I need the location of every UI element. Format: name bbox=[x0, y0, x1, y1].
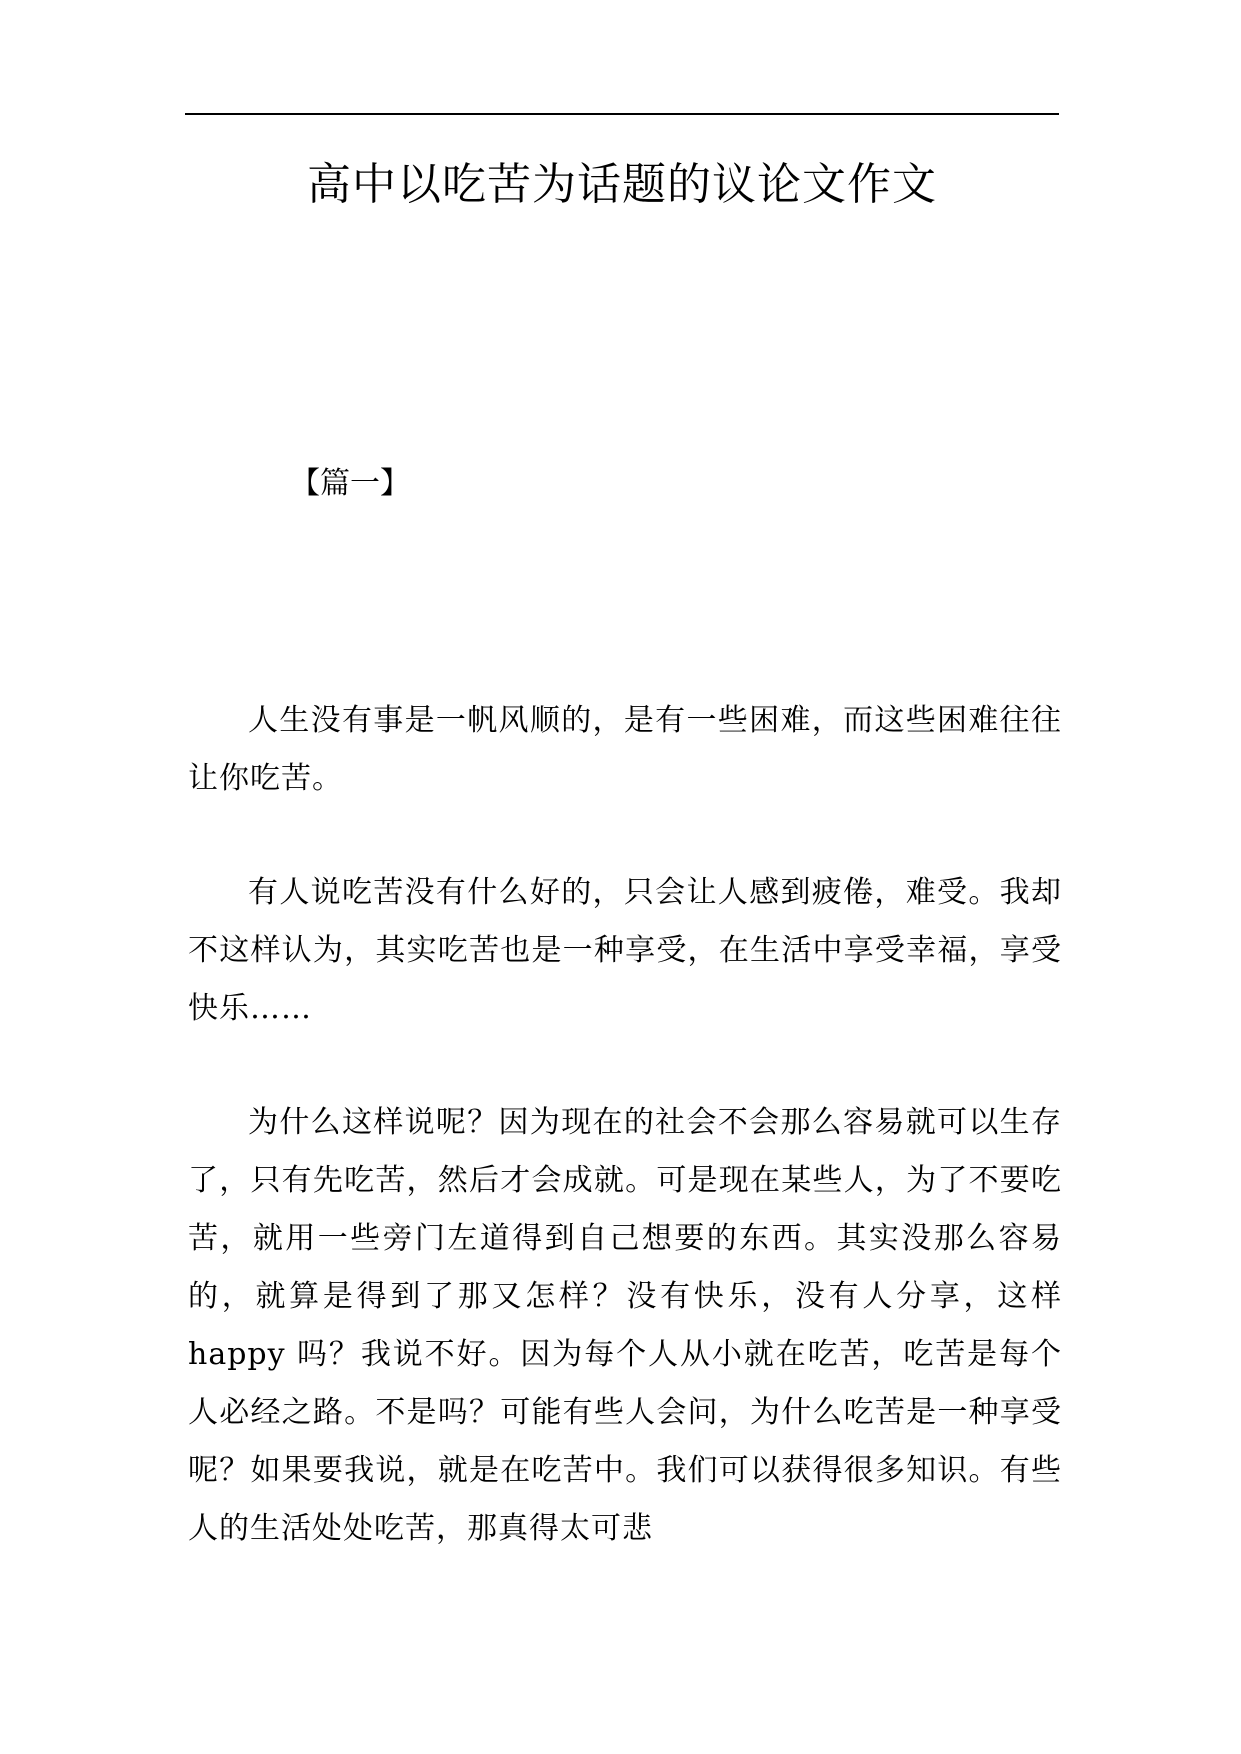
paragraph-3: 为什么这样说呢？因为现在的社会不会那么容易就可以生存了，只有先吃苦，然后才会成就。可是现在某些人，为了不要吃苦，就用一些旁门左道得到自己想要的东西。其实没那么容易的，就算是得到了那又怎样？没有快乐，没有人分享，这样 happy 吗？我说不好。因为每个人从小就在吃苦，吃苦是每个人必经之路。不是吗？可能有些人会问，为什么吃苦是一种享受呢？如果要我说，就是在吃苦中。我们可以获得很多知识。有些人的生活处处吃苦，那真得太可悲 bbox=[188, 1105, 1062, 1546]
paragraph-2: 有人说吃苦没有什么好的，只会让人感到疲倦，难受。我却不这样认为，其实吃苦也是一种享受，在生活中享受幸福，享受快乐…… bbox=[188, 875, 1062, 1026]
header-rule bbox=[185, 113, 1059, 115]
document-title: 高中以吃苦为话题的议论文作文 bbox=[307, 159, 937, 210]
document-body bbox=[188, 692, 1062, 1614]
paragraph-1: 人生没有事是一帆风顺的，是有一些困难，而这些困难往往让你吃苦。 bbox=[188, 703, 1062, 796]
section-label: 【篇一】 bbox=[290, 466, 410, 501]
